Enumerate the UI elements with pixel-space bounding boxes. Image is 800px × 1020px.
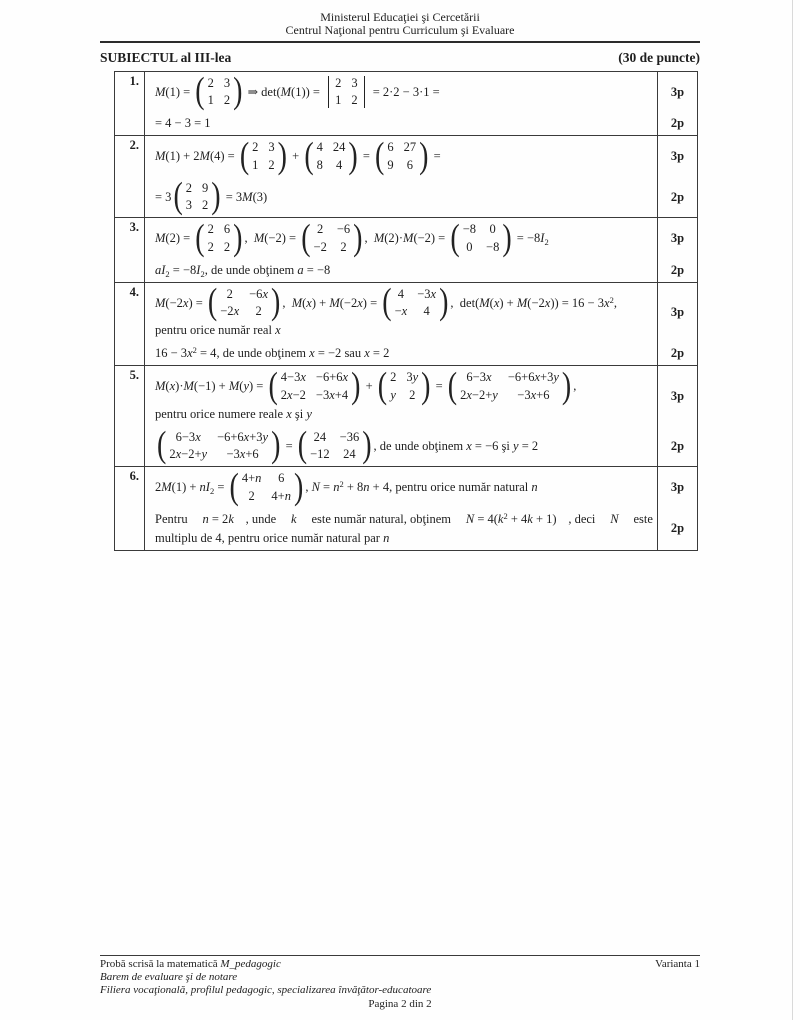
- paren-close-delimiter: ): [348, 135, 358, 177]
- formula-line: [155, 510, 653, 529]
- math-fragment: x: [275, 323, 281, 338]
- matrix-cell: −8: [462, 222, 477, 237]
- paren-close-delimiter: ): [277, 135, 287, 177]
- ministry-line1: Ministerul Educaţiei şi Cercetării: [320, 10, 480, 24]
- text-fragment: ,: [244, 231, 254, 246]
- paren-open-delimiter: (: [297, 425, 308, 466]
- formula-line: [155, 176, 653, 217]
- filiera-label: Filiera vocaţională, profilul pedagogic, specializarea învăţător-educatoare: [100, 983, 432, 996]
- matrix-cell: y: [390, 387, 396, 402]
- scoring-block: [145, 342, 697, 365]
- scoring-block: [145, 259, 697, 282]
- paren-open-delimiter: (: [301, 217, 311, 259]
- scoring-block: [145, 283, 697, 343]
- matrix-cell: 2: [223, 93, 231, 108]
- matrix-cell: 1: [207, 93, 214, 108]
- math-fragment: =: [282, 438, 296, 453]
- matrix-grid: [392, 286, 440, 321]
- scoring-block: [145, 366, 697, 426]
- problem-number: 2.: [115, 136, 145, 217]
- matrix-grid: [307, 429, 362, 464]
- matrix: [173, 176, 221, 217]
- math-fragment: =: [432, 379, 446, 394]
- points-cell: 2p: [657, 426, 697, 467]
- matrix-cell: 2: [226, 286, 233, 301]
- matrix-cell: 0: [466, 239, 473, 254]
- solution-content: [145, 177, 657, 218]
- paren-open-delimiter: (: [157, 425, 167, 466]
- paren-open-delimiter: (: [377, 365, 388, 407]
- solution-content: [145, 136, 657, 177]
- text-fragment: este: [630, 511, 653, 526]
- solution-content: [145, 342, 657, 365]
- header-divider: [100, 41, 700, 43]
- math-fragment: $2M(1) + nI_2$ =: [155, 480, 228, 497]
- matrix-cell: −6: [336, 222, 351, 237]
- subject-points: (30 de puncte): [618, 49, 700, 65]
- matrix: [157, 425, 281, 466]
- text-fragment: şi: [498, 438, 513, 453]
- math-fragment: n: [383, 530, 390, 545]
- text-fragment: ,: [613, 295, 617, 310]
- matrix-grid: [332, 75, 361, 110]
- matrix-cell: 9: [202, 180, 209, 195]
- matrix-cell: 2: [340, 239, 347, 254]
- text-fragment: pentru orice număr real: [155, 323, 276, 338]
- points-cell: 2p: [657, 112, 697, 135]
- solution-content: [145, 259, 657, 282]
- paren-open-delimiter: (: [195, 217, 205, 259]
- points-cell: 3p: [657, 72, 697, 113]
- matrix: [268, 365, 361, 407]
- paren-close-delimiter: ): [233, 217, 243, 259]
- matrix-cell: 2: [223, 239, 231, 254]
- math-fragment: x = −2: [309, 346, 342, 361]
- matrix-cell: 3: [185, 198, 193, 213]
- matrix: [229, 466, 304, 508]
- matrix: [375, 135, 429, 177]
- matrix-cell: 2: [252, 140, 259, 155]
- matrix-cell: 4: [397, 286, 405, 301]
- matrix: [207, 282, 281, 323]
- math-fragment: x: [286, 406, 292, 421]
- matrix-grid: [239, 470, 294, 505]
- problem-number: 1.: [115, 72, 145, 136]
- matrix-cell: 6: [387, 140, 394, 155]
- paren-open-delimiter: (: [207, 282, 218, 323]
- math-fragment: k: [291, 511, 297, 526]
- solution-content: [145, 112, 657, 135]
- formula-line: [155, 365, 653, 407]
- paren-close-delimiter: ): [271, 425, 281, 466]
- matrix-cell: 3: [223, 75, 231, 90]
- matrix-cell: −6x: [249, 286, 268, 301]
- math-fragment: = $-8I_2$: [513, 231, 549, 248]
- math-fragment: M(x) + M(−2x) =: [291, 295, 381, 310]
- paren-open-delimiter: (: [450, 217, 460, 259]
- math-fragment: N: [610, 511, 619, 526]
- matrix: [450, 217, 512, 259]
- matrix-cell: 6−3x: [466, 370, 492, 385]
- points-cell: 2p: [657, 259, 697, 282]
- text-fragment: , deci: [568, 511, 599, 526]
- matrix-cell: −8: [486, 239, 500, 254]
- matrix-cell: 2x−2: [280, 387, 306, 402]
- paren-open-delimiter: (: [304, 135, 314, 177]
- matrix-cell: 6: [278, 471, 285, 486]
- footer-row1: [100, 958, 700, 971]
- variant-label: Varianta 1: [655, 958, 700, 970]
- text-fragment: , de unde obţinem: [216, 346, 310, 361]
- problem-body: [145, 283, 697, 366]
- math-fragment: n: [531, 480, 538, 495]
- formula-line: [155, 405, 653, 424]
- points-cell: 2p: [657, 177, 697, 218]
- matrix: [195, 71, 243, 112]
- scoring-block: [145, 467, 697, 508]
- paren-open-delimiter: (: [239, 135, 250, 177]
- matrix-cell: 9: [387, 157, 394, 172]
- scoring-block: [145, 177, 697, 218]
- paren-close-delimiter: ): [211, 176, 221, 217]
- text-fragment: Pentru: [155, 511, 191, 526]
- matrix-cell: 2: [185, 180, 193, 195]
- matrix-grid: [249, 139, 278, 174]
- matrix-grid: [205, 221, 234, 256]
- scan-edge-line: [792, 0, 793, 1020]
- matrix-cell: 4+n: [271, 488, 291, 503]
- scoring-block: [145, 112, 697, 135]
- paren-close-delimiter: ): [233, 71, 243, 112]
- math-fragment: M(2)·M(−2) =: [373, 231, 449, 246]
- problem-row: [115, 218, 697, 283]
- matrix: [377, 365, 431, 407]
- matrix-cell: −6+6x: [315, 370, 349, 385]
- problem-body: [145, 218, 697, 282]
- formula-line: [155, 217, 653, 259]
- matrix-cell: −3x+4: [315, 387, 349, 402]
- subject-heading: [100, 50, 700, 66]
- matrix: [297, 425, 372, 466]
- text-fragment: este număr natural, obţinem: [308, 511, 455, 526]
- exam-type: M_pedagogic: [220, 958, 281, 970]
- paren-close-delimiter: ): [271, 282, 281, 323]
- math-fragment: a = −8: [297, 262, 331, 277]
- points-cell: 3p: [657, 366, 697, 426]
- matrix-cell: 2x−2+y: [169, 447, 208, 462]
- matrix-cell: 2: [390, 370, 397, 385]
- paren-open-delimiter: (: [268, 365, 278, 407]
- problem-body: [145, 72, 697, 136]
- paren-close-delimiter: ): [293, 466, 304, 508]
- matrix-cell: 2: [207, 239, 214, 254]
- matrix-cell: 27: [403, 140, 417, 155]
- text-fragment: ⇒ det: [244, 85, 277, 100]
- math-fragment: =: [359, 149, 374, 164]
- matrix-grid: [311, 221, 354, 256]
- matrix-cell: 24: [343, 447, 356, 462]
- paren-open-delimiter: (: [447, 365, 458, 407]
- matrix-cell: 2: [255, 304, 262, 319]
- points-cell: 2p: [657, 508, 697, 550]
- formula-line: [155, 135, 653, 177]
- matrix-cell: 2: [409, 387, 416, 402]
- matrix-grid: [387, 369, 421, 404]
- matrix-cell: −3x: [417, 286, 437, 301]
- footer: [100, 955, 700, 1011]
- math-fragment: = 4 − 3 = 1: [155, 116, 211, 131]
- matrix-cell: 4: [336, 157, 343, 172]
- footer-divider: [100, 955, 700, 956]
- formula-line: [155, 71, 653, 112]
- matrix-cell: 24: [313, 429, 327, 444]
- points-cell: 3p: [657, 218, 697, 259]
- paren-close-delimiter: ): [502, 217, 512, 259]
- solution-content: [145, 508, 657, 550]
- matrix: [195, 217, 243, 259]
- paren-close-delimiter: ): [353, 217, 363, 259]
- math-fragment: M(2) =: [155, 231, 194, 246]
- math-fragment: $N = n^2 + 8n + 4$: [311, 479, 390, 495]
- formula-line: [155, 466, 653, 508]
- matrix-grid: [205, 75, 234, 110]
- problem-row: [115, 467, 697, 550]
- scoring-block: [145, 136, 697, 177]
- matrix-cell: 4: [423, 304, 430, 319]
- matrix-cell: 2: [351, 93, 358, 108]
- solution-content: [145, 72, 657, 113]
- matrix-cell: −36: [339, 429, 360, 444]
- matrix-cell: −3x+6: [517, 387, 550, 402]
- matrix-cell: 1: [335, 93, 342, 108]
- matrix-grid: [457, 369, 562, 404]
- matrix-cell: 2: [202, 198, 209, 213]
- math-fragment: = 2·2 − 3·1 =: [369, 84, 440, 99]
- solution-content: [145, 467, 657, 508]
- text-fragment: , pentru orice număr natural: [389, 480, 532, 495]
- math-fragment: M(−2) =: [253, 231, 300, 246]
- solution-content: [145, 218, 657, 259]
- matrix-cell: 2: [268, 157, 275, 172]
- math-fragment: = 3M(3): [222, 189, 268, 204]
- text-fragment: pentru orice numere reale: [155, 406, 287, 421]
- matrix: [325, 75, 368, 110]
- matrix-cell: −2: [313, 239, 327, 254]
- text-fragment: ,: [364, 231, 374, 246]
- math-fragment: x = −6: [466, 438, 499, 453]
- barem-label: Barem de evaluare şi de notare: [100, 970, 238, 983]
- matrix-cell: 24: [332, 140, 346, 155]
- points-cell: 3p: [657, 283, 697, 343]
- formula-line: [155, 425, 653, 466]
- math-fragment: $N = 4(k^2 + 4k + 1)$: [465, 510, 557, 526]
- formula-line: [155, 282, 653, 323]
- points-cell: 3p: [657, 467, 697, 508]
- problem-body: [145, 366, 697, 466]
- solution-content: [145, 283, 657, 343]
- formula-line: [155, 344, 653, 363]
- math-fragment: $16 - 3x^2 = 4$: [155, 345, 217, 361]
- math-fragment: +: [289, 149, 303, 164]
- math-fragment: M(1) =: [155, 84, 194, 99]
- text-fragment: ,: [573, 379, 577, 394]
- math-fragment: M(1) + 2M(4) =: [155, 149, 238, 164]
- matrix-cell: 4: [316, 140, 323, 155]
- math-fragment: M(−2x) =: [155, 295, 206, 310]
- matrix-cell: 3y: [406, 370, 419, 385]
- matrix-grid: [183, 180, 212, 215]
- matrix-cell: −12: [310, 447, 330, 462]
- matrix-cell: 0: [489, 222, 496, 237]
- formula-line: [155, 321, 653, 340]
- matrix: [447, 365, 572, 407]
- scoring-block: [145, 72, 697, 113]
- paren-open-delimiter: (: [229, 466, 239, 508]
- math-fragment: = 3: [155, 189, 172, 204]
- math-fragment: y: [306, 406, 312, 421]
- subject-title: SUBIECTUL al III-lea: [100, 49, 232, 65]
- matrix: [382, 282, 449, 323]
- points-cell: 3p: [657, 136, 697, 177]
- matrix: [301, 217, 363, 259]
- problem-number: 5.: [115, 366, 145, 466]
- matrix-grid: [166, 429, 271, 464]
- math-fragment: x = 2: [364, 346, 390, 361]
- text-fragment: şi: [291, 406, 307, 421]
- matrix-cell: 6: [406, 157, 413, 172]
- paren-close-delimiter: ): [362, 425, 372, 466]
- determinant-bar: [364, 76, 365, 109]
- matrix-grid: [384, 139, 419, 174]
- paren-close-delimiter: ): [351, 365, 361, 407]
- matrix-cell: 4+n: [241, 471, 262, 486]
- formula-line: [155, 529, 653, 548]
- text-fragment: ,: [305, 480, 312, 495]
- matrix-cell: 2: [207, 75, 214, 90]
- math-fragment: (M(1)) =: [276, 84, 324, 99]
- matrix-cell: 2: [248, 488, 255, 503]
- math-fragment: =: [430, 149, 441, 164]
- math-fragment: $aI_2 = -8I_2$: [155, 262, 205, 279]
- paren-close-delimiter: ): [561, 365, 572, 407]
- matrix-cell: 4−3x: [280, 370, 306, 385]
- text-fragment: , det: [450, 295, 476, 310]
- paren-open-delimiter: (: [173, 176, 183, 217]
- text-fragment: ,: [282, 295, 292, 310]
- text-fragment: multiplu de 4, pentru orice număr natural par: [155, 530, 384, 545]
- matrix: [304, 135, 358, 177]
- math-fragment: y = 2: [513, 438, 539, 453]
- problem-row: [115, 72, 697, 137]
- matrix-cell: 2: [207, 222, 214, 237]
- formula-line: [155, 261, 653, 280]
- scoring-block: [145, 426, 697, 467]
- matrix-cell: 2: [335, 75, 342, 90]
- paren-close-delimiter: ): [421, 365, 431, 407]
- matrix-grid: [460, 221, 503, 256]
- ministry-line2: Centrul Naţional pentru Curriculum şi Evaluare: [285, 23, 515, 38]
- paren-open-delimiter: (: [195, 71, 205, 112]
- matrix-cell: −6+6x+3y: [217, 429, 269, 444]
- matrix-cell: −3x+6: [226, 447, 259, 462]
- solution-content: [145, 426, 657, 467]
- problem-number: 4.: [115, 283, 145, 366]
- determinant-bar: [328, 76, 329, 109]
- scoring-block: [145, 508, 697, 550]
- math-fragment: M(x)·M(−1) + M(y) =: [155, 379, 267, 394]
- matrix-cell: 3: [351, 75, 358, 90]
- barem-table: [114, 71, 698, 551]
- matrix-grid: [314, 139, 349, 174]
- matrix-grid: [217, 286, 271, 321]
- problem-body: [145, 467, 697, 550]
- matrix-cell: 1: [252, 157, 259, 172]
- text-fragment: , unde: [245, 511, 280, 526]
- solution-content: [145, 366, 657, 426]
- points-cell: 2p: [657, 342, 697, 365]
- problem-row: [115, 366, 697, 467]
- problem-row: [115, 136, 697, 218]
- formula-line: [155, 114, 653, 133]
- problem-number: 3.: [115, 218, 145, 282]
- paren-close-delimiter: ): [439, 282, 449, 323]
- problem-number: 6.: [115, 467, 145, 550]
- matrix-cell: −6+6x+3y: [507, 370, 559, 385]
- paren-open-delimiter: (: [382, 282, 392, 323]
- scoring-block: [145, 218, 697, 259]
- text-fragment: , de unde obţinem: [204, 262, 298, 277]
- matrix: [239, 135, 287, 177]
- matrix-grid: [278, 369, 351, 404]
- page-number: Pagina 2 din 2: [368, 997, 432, 1010]
- math-fragment: +: [362, 379, 376, 394]
- problem-body: [145, 136, 697, 217]
- matrix-cell: 6−3x: [175, 429, 201, 444]
- matrix-cell: 8: [316, 157, 323, 172]
- matrix-cell: −2x: [220, 304, 240, 319]
- paren-close-delimiter: ): [419, 135, 429, 177]
- ministry-header: [0, 0, 800, 38]
- matrix-cell: 2: [317, 222, 324, 237]
- math-fragment: $(M(x) + M(-2x)) = 16 - 3x^2$: [475, 294, 614, 310]
- exam-description: Probă scrisă la matematică M_pedagogic: [100, 958, 281, 970]
- text-fragment: sau: [341, 346, 365, 361]
- matrix-cell: −x: [394, 304, 408, 319]
- paren-open-delimiter: (: [375, 135, 385, 177]
- text-fragment: , de unde obţinem: [373, 438, 467, 453]
- problem-row: [115, 283, 697, 367]
- matrix-cell: 6: [223, 222, 231, 237]
- matrix-cell: 2x−2+y: [460, 387, 498, 402]
- math-fragment: n = 2k: [202, 511, 234, 526]
- matrix-cell: 3: [268, 140, 275, 155]
